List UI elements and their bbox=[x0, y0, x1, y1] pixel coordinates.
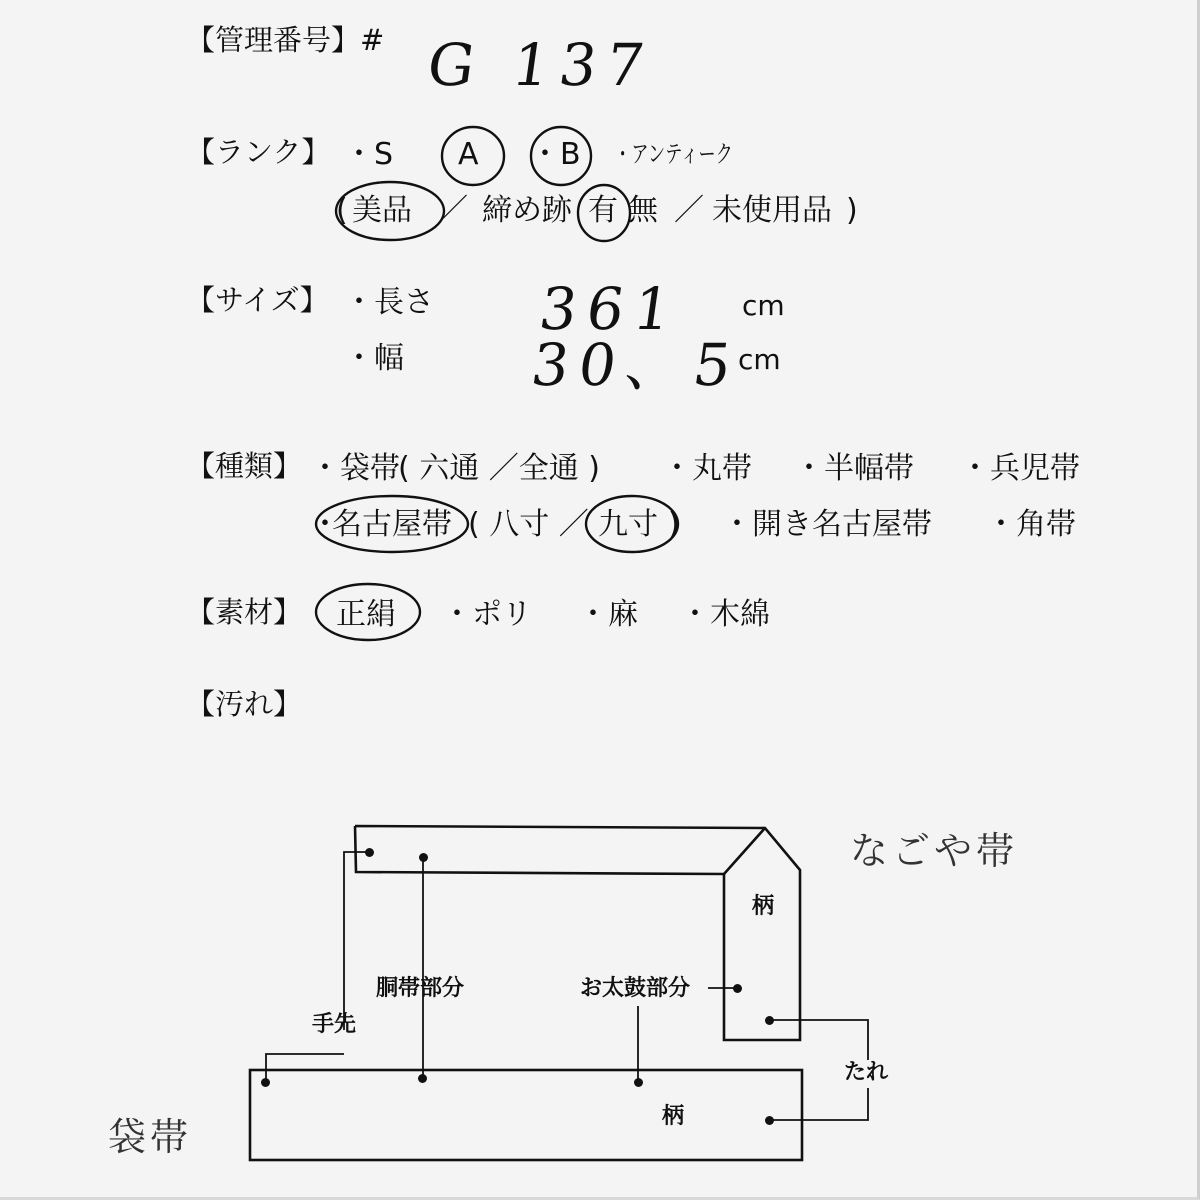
material-asa: ・麻 bbox=[578, 597, 638, 632]
condition-bihin: 美品 bbox=[352, 193, 412, 228]
width-label: ・幅 bbox=[344, 341, 404, 376]
dot-dobu-fukuro bbox=[418, 1074, 427, 1083]
diagram-tesaki-label: 手先 bbox=[312, 1012, 357, 1037]
management-number-value: G 137 bbox=[423, 31, 659, 99]
type-maru: ・丸帯 bbox=[662, 451, 752, 486]
diagram-dobu-label: 胴帯部分 bbox=[376, 976, 465, 1001]
type-hanhaba: ・半幅帯 bbox=[794, 451, 914, 486]
type-nagoya: 名古屋帯 bbox=[332, 507, 452, 542]
nagoya-obi-fold bbox=[724, 828, 765, 874]
diagram-otaiko-label: お太鼓部分 bbox=[580, 976, 691, 1001]
length-value: 361 bbox=[535, 275, 686, 343]
type-fukuro: ・袋帯 bbox=[310, 451, 400, 486]
diagram-gara-bottom: 柄 bbox=[662, 1104, 685, 1129]
type-heko: ・兵児帯 bbox=[960, 451, 1080, 486]
width-unit: cm bbox=[738, 343, 781, 376]
length-unit: cm bbox=[742, 289, 785, 322]
type-fukuro-detail: ( 六通 ／全通 ) bbox=[398, 451, 601, 486]
type-kaku: ・角帯 bbox=[986, 507, 1076, 542]
rank-open-paren: ( bbox=[336, 193, 348, 228]
dot-dobu-nagoya bbox=[419, 853, 428, 862]
diagram-gara-top: 柄 bbox=[752, 894, 775, 919]
material-label: 【素材】 bbox=[186, 595, 303, 629]
dot-tare-fukuro bbox=[765, 1116, 774, 1125]
condition-ari: 有 bbox=[588, 193, 618, 228]
rank-close-paren: ) bbox=[846, 193, 858, 228]
tesaki-upper-leader bbox=[344, 852, 370, 1030]
material-poly: ・ポリ bbox=[442, 597, 532, 632]
condition-slash-1: ／ bbox=[438, 193, 468, 228]
condition-shimeato: 締め跡 bbox=[482, 193, 572, 228]
type-hiraki-nagoya: ・開き名古屋帯 bbox=[722, 507, 932, 542]
diagram-fukuro-title: 袋帯 bbox=[108, 1115, 193, 1159]
type-nagoya-open: ( 八寸 ／ bbox=[468, 507, 589, 542]
dot-otaiko-fukuro bbox=[634, 1078, 643, 1087]
size-label: 【サイズ】 bbox=[186, 283, 329, 317]
condition-unused: 未使用品 bbox=[712, 193, 832, 228]
length-label: ・長さ bbox=[344, 285, 434, 320]
width-value: 30、5 bbox=[527, 331, 746, 399]
dot-tare-nagoya bbox=[765, 1016, 774, 1025]
rank-s: ・S bbox=[344, 137, 394, 172]
stain-label: 【汚れ】 bbox=[186, 687, 303, 721]
rank-antique: ・アンティーク bbox=[614, 140, 733, 168]
rank-b: ・B bbox=[530, 137, 581, 172]
type-nagoya-dot: ・ bbox=[310, 507, 340, 542]
dot-otaiko-nagoya bbox=[733, 984, 742, 993]
condition-slash-2: ／ bbox=[674, 193, 704, 228]
diagram-tare-label: たれ bbox=[844, 1060, 889, 1085]
rank-label: 【ランク】 bbox=[186, 135, 331, 169]
dot-tesaki-fukuro bbox=[261, 1078, 270, 1087]
material-silk: 正絹 bbox=[336, 597, 396, 632]
type-kyusun: 九寸 bbox=[598, 507, 658, 542]
condition-nashi: 無 bbox=[628, 193, 658, 228]
tare-lower-leader bbox=[770, 1088, 868, 1120]
type-nagoya-close: ) bbox=[668, 507, 680, 542]
material-cotton: ・木綿 bbox=[680, 597, 770, 632]
dot-tesaki-nagoya bbox=[365, 848, 374, 857]
rank-a: A bbox=[458, 137, 479, 172]
diagram-nagoya-title: なごや帯 bbox=[850, 829, 1019, 873]
management-number-label: 【管理番号】# bbox=[186, 23, 385, 57]
tesaki-lower-leader bbox=[266, 1054, 344, 1080]
fukuro-obi-outline bbox=[250, 1070, 802, 1160]
type-label: 【種類】 bbox=[186, 449, 303, 483]
